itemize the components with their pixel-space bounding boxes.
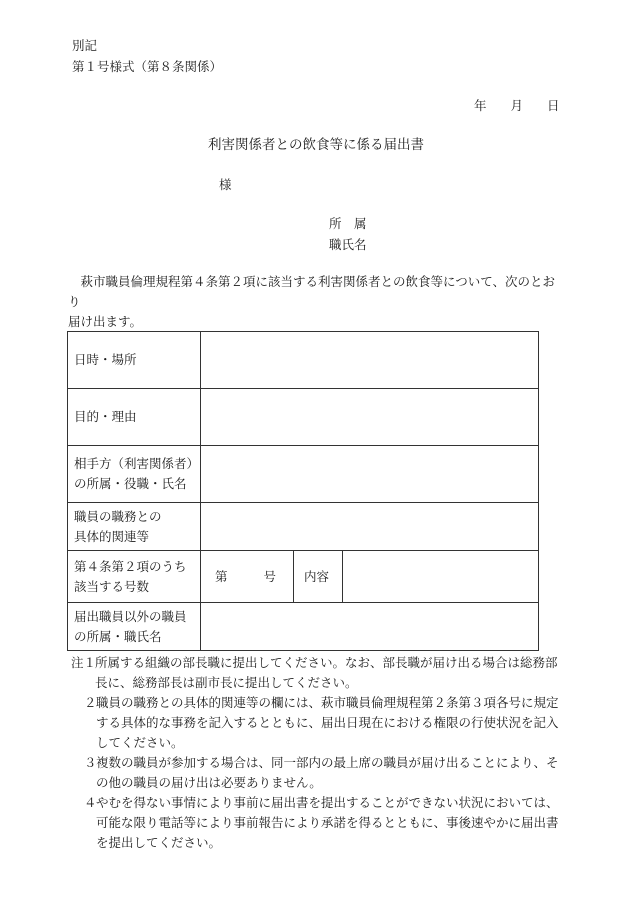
note-2-number: ２ bbox=[84, 695, 97, 710]
item-number-prefix: 第 bbox=[215, 568, 228, 584]
date-month: 月 bbox=[510, 98, 524, 113]
field-datetime-place[interactable] bbox=[201, 332, 539, 389]
note-1-text: 所属する組織の部長職に提出してください。なお、部長職が届け出る場合は総務部長に、総務部長は副市長に提出してください。 bbox=[95, 655, 558, 690]
label-duty-relation bbox=[68, 503, 201, 551]
note-4-text: やむを得ない事情により事前に届出書を提出することができない状況においては、可能な限り電話等により事前報告により承諾を得るとともに、事後速やかに届出書を提出してください。 bbox=[96, 795, 559, 850]
label-counterpart-line-2: の所属・役職・氏名 bbox=[74, 476, 187, 491]
note-4-number: ４ bbox=[84, 795, 97, 810]
label-item-number-line-2: 該当する号数 bbox=[74, 578, 150, 594]
name-label: 職氏名 bbox=[329, 237, 367, 252]
intro-line-1: 萩市職員倫理規程第４条第２項に該当する利害関係者との飲食等について、次のとおり bbox=[68, 274, 556, 309]
field-item-number[interactable] bbox=[201, 551, 294, 603]
date-day: 日 bbox=[547, 98, 560, 113]
label-item-number bbox=[68, 551, 201, 603]
note-1 bbox=[71, 653, 564, 693]
item-number-suffix: 号 bbox=[263, 568, 277, 584]
label-duty-relation-line-1: 職員の職務との bbox=[74, 508, 162, 524]
note-2 bbox=[72, 693, 564, 753]
affiliation-label: 所 属 bbox=[329, 216, 367, 231]
document-title: 利害関係者との飲食等に係る届出書 bbox=[208, 137, 424, 153]
note-1-number: 注１ bbox=[71, 655, 97, 670]
addressee-suffix: 様 bbox=[219, 177, 232, 192]
notes-section bbox=[72, 653, 564, 853]
note-3-text: 複数の職員が参加する場合は、同一部内の最上席の職員が届け出ることにより、その他の職員の届け出は必要ありません。 bbox=[96, 755, 559, 790]
label-counterpart bbox=[68, 446, 201, 503]
date-year: 年 bbox=[474, 98, 487, 113]
form-row-other-staff bbox=[68, 603, 539, 651]
label-other-staff-line-1: 届出職員以外の職員 bbox=[74, 608, 187, 624]
form-row-datetime-place bbox=[68, 332, 539, 389]
label-purpose: 目的・理由 bbox=[68, 389, 201, 446]
form-number: 第１号様式（第８条関係） bbox=[72, 59, 223, 74]
label-datetime-place: 日時・場所 bbox=[68, 332, 201, 389]
note-4 bbox=[72, 793, 564, 853]
field-purpose[interactable] bbox=[201, 389, 539, 446]
label-duty-relation-line-2: 具体的関連等 bbox=[74, 528, 150, 544]
field-content[interactable] bbox=[343, 551, 539, 603]
intro-line-2: 届け出ます。 bbox=[68, 314, 143, 329]
form-row-counterpart bbox=[68, 446, 539, 503]
form-row-purpose bbox=[68, 389, 539, 446]
field-duty-relation[interactable] bbox=[201, 503, 539, 551]
label-other-staff bbox=[68, 603, 201, 651]
intro-paragraph bbox=[68, 272, 560, 332]
note-3 bbox=[72, 753, 564, 793]
date-line bbox=[474, 96, 560, 114]
form-row-duty-relation bbox=[68, 503, 539, 551]
field-other-staff[interactable] bbox=[201, 603, 539, 651]
annex-label: 別記 bbox=[72, 38, 98, 53]
note-3-number: ３ bbox=[84, 755, 97, 770]
label-other-staff-line-2: の所属・職氏名 bbox=[74, 628, 162, 644]
note-2-text: 職員の職務との具体的関連等の欄には、萩市職員倫理規程第２条第３項各号に規定する具体的な事務を記入するとともに、届出日現在における権限の行使状況を記入してください。 bbox=[96, 695, 559, 750]
label-counterpart-line-1: 相手方（利害関係者） bbox=[74, 456, 200, 471]
form-row-item-number bbox=[68, 551, 539, 603]
label-content: 内容 bbox=[294, 551, 343, 603]
notification-form-table bbox=[67, 331, 539, 651]
field-counterpart[interactable] bbox=[201, 446, 539, 503]
label-item-number-line-1: 第４条第２項のうち bbox=[74, 558, 187, 574]
